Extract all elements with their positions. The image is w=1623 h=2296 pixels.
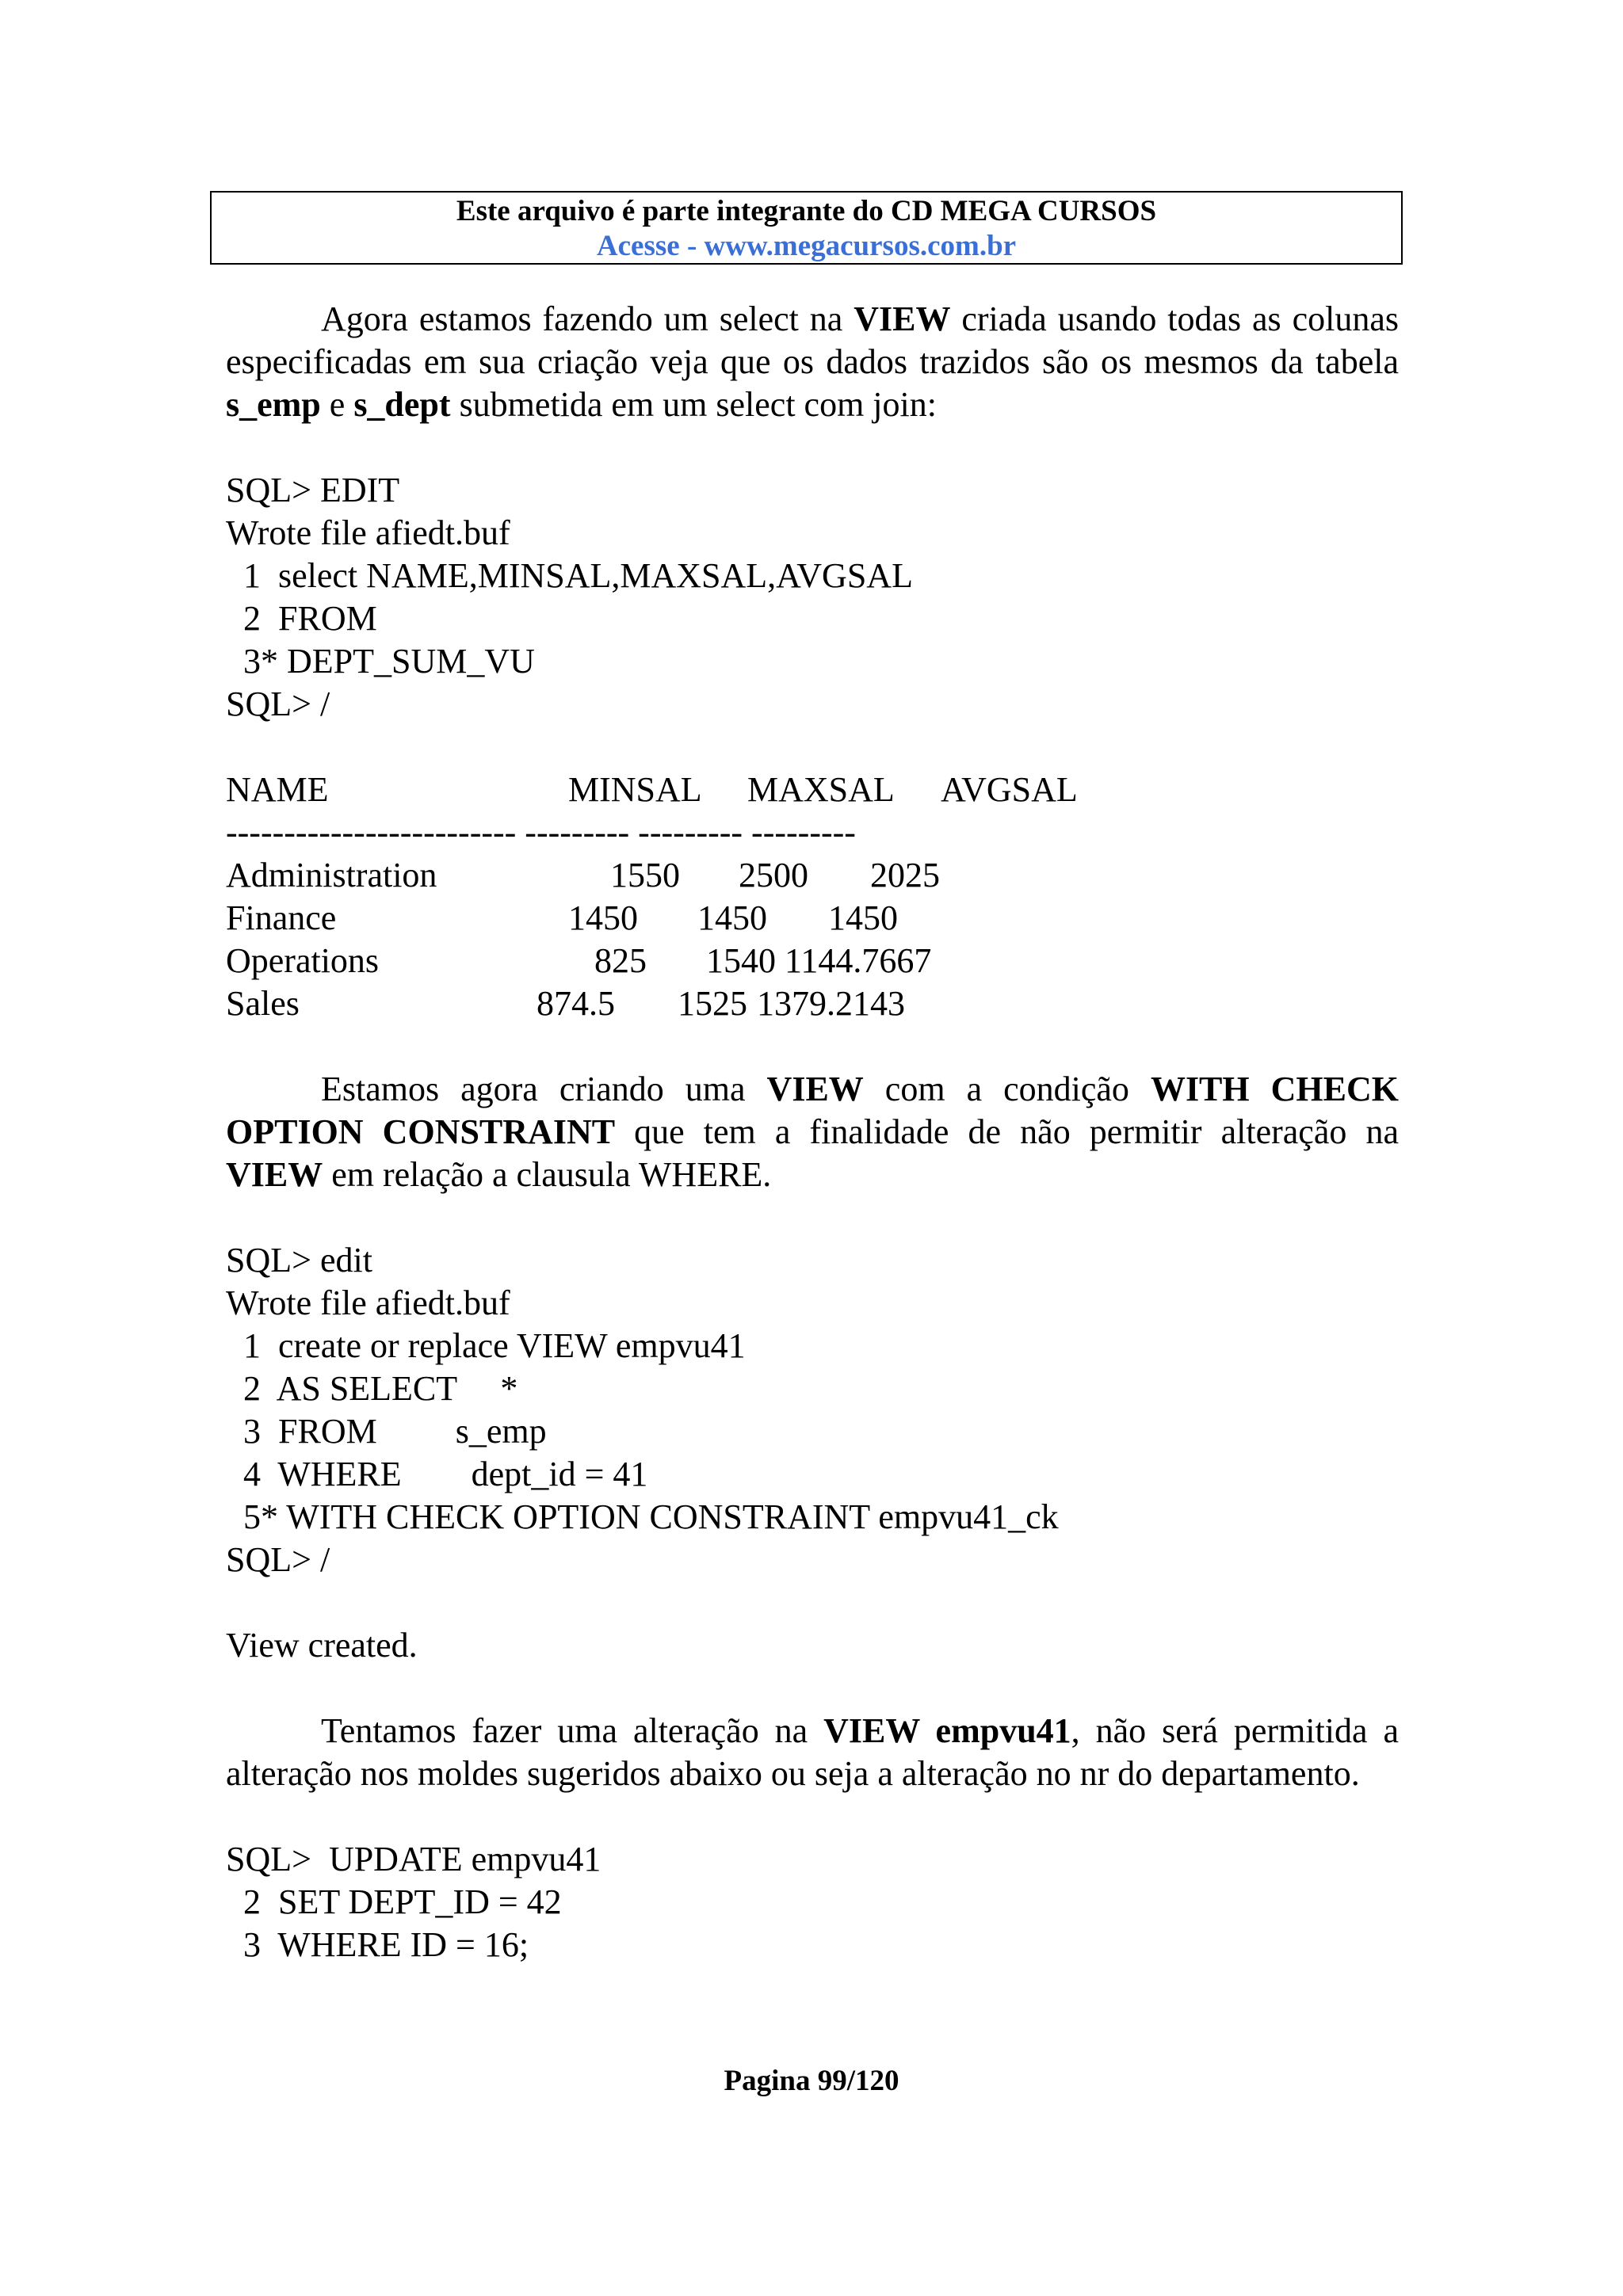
code-line: 5* WITH CHECK OPTION CONSTRAINT empvu41_ck [226, 1497, 1059, 1536]
header-title: Este arquivo é parte integrante do CD MEGA CURSOS [456, 195, 1157, 227]
code-block-select [226, 469, 1399, 726]
paragraph-select-view: Agora estamos fazendo um select na VIEW criada usando todas as colunas especificadas em sua criação veja que os dados trazidos são os mesmos da tabela s_emp e s_dept submetida em um select com join: [226, 299, 1399, 424]
column-header-minsal: MINSAL [568, 770, 702, 809]
header-banner [210, 191, 1403, 265]
table-row: Finance 1450 1450 1450 [226, 898, 898, 937]
code-line: 3 FROM s_emp [226, 1412, 547, 1451]
code-block-update [226, 1838, 1399, 1966]
table-row: Operations 825 1540 1144.7667 [226, 941, 932, 980]
table-row: Sales 874.5 1525 1379.2143 [226, 984, 905, 1023]
query-result-table [226, 769, 1399, 1025]
code-line: SQL> EDIT [226, 471, 400, 509]
column-header-maxsal: MAXSAL [747, 770, 895, 809]
page-number: Pagina 99/120 [724, 2065, 899, 2097]
code-block-create-view [226, 1239, 1399, 1581]
code-line: 2 FROM [226, 599, 377, 638]
code-line: 4 WHERE dept_id = 41 [226, 1455, 648, 1493]
view-created-message: View created. [226, 1626, 418, 1665]
header-website-link[interactable]: Acesse - www.megacursos.com.br [596, 230, 1017, 262]
code-line: 1 select NAME,MINSAL,MAXSAL,AVGSAL [226, 556, 913, 595]
code-line: Wrote file afiedt.buf [226, 513, 510, 552]
table-header-row [226, 769, 1177, 811]
column-header-avgsal: AVGSAL [941, 770, 1078, 809]
code-line: 3* DEPT_SUM_VU [226, 642, 535, 681]
code-line: Wrote file afiedt.buf [226, 1283, 510, 1322]
column-header-name: NAME [226, 770, 329, 809]
table-row: Administration 1550 2500 2025 [226, 856, 940, 894]
paragraph-check-option: Estamos agora criando uma VIEW com a condição WITH CHECK OPTION CONSTRAINT que tem a finalidade de não permitir alteração na VIEW em relação a clausula WHERE. [226, 1070, 1399, 1194]
code-line: SQL> / [226, 685, 330, 723]
code-line: 1 create or replace VIEW empvu41 [226, 1326, 746, 1365]
code-line: 2 SET DEPT_ID = 42 [226, 1882, 562, 1921]
paragraph-update-attempt: Tentamos fazer uma alteração na VIEW empvu41, não será permitida a alteração nos moldes sugeridos abaixo ou seja a alteração no nr do departamento. [226, 1711, 1399, 1793]
code-line: 3 WHERE ID = 16; [226, 1925, 529, 1964]
code-line: 2 AS SELECT * [226, 1369, 518, 1408]
code-line: SQL> UPDATE empvu41 [226, 1840, 601, 1878]
code-line: SQL> edit [226, 1241, 372, 1280]
page-content [226, 298, 1399, 1966]
table-separator: ------------------------- --------- --------- --------- [226, 813, 856, 852]
code-line: SQL> / [226, 1540, 330, 1579]
